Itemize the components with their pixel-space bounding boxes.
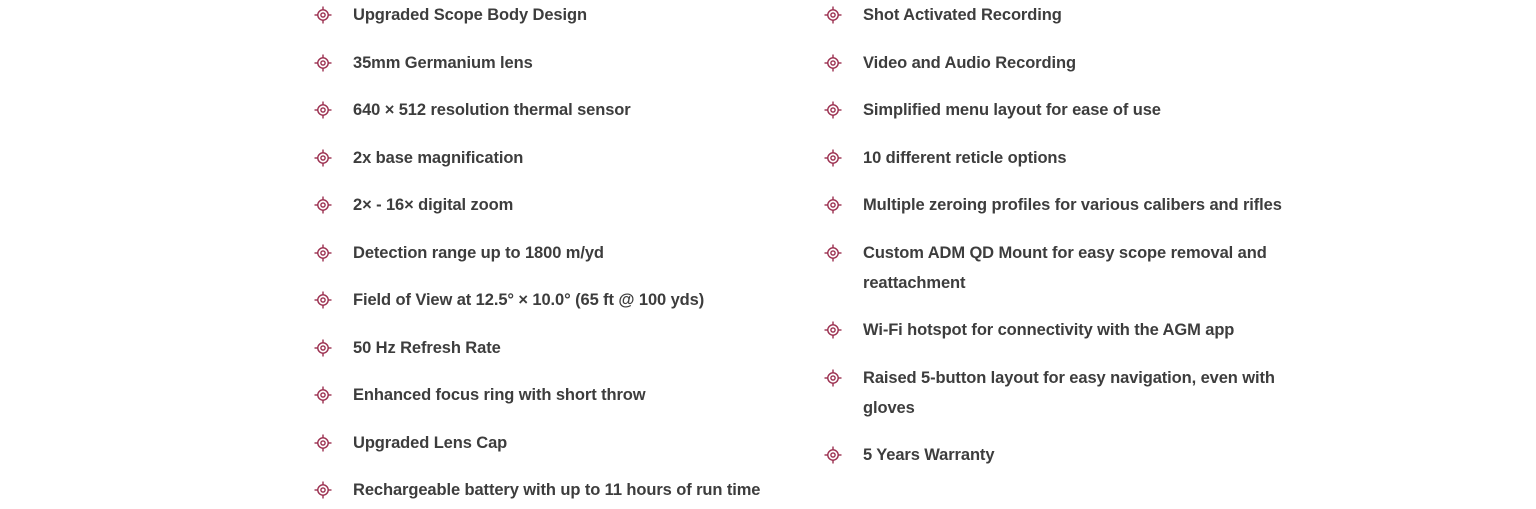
feature-list-item (313, 238, 803, 268)
crosshair-icon (313, 195, 333, 215)
feature-list-item (823, 48, 1293, 78)
crosshair-icon (313, 148, 333, 168)
crosshair-icon (823, 195, 843, 215)
feature-text: 5 Years Warranty (863, 446, 995, 464)
feature-column-left (313, 0, 803, 509)
feature-text: 10 different reticle options (863, 148, 1067, 167)
feature-list-item (823, 238, 1293, 298)
feature-list-item (823, 190, 1293, 220)
feature-list-item (313, 285, 803, 315)
feature-text: 640 × 512 resolution thermal sensor (353, 101, 631, 119)
feature-text: 50 Hz Refresh Rate (353, 338, 501, 357)
feature-list-item (823, 95, 1293, 125)
feature-list-item (313, 380, 803, 410)
feature-list-item (823, 363, 1293, 423)
crosshair-icon (313, 290, 333, 310)
feature-list-item (313, 143, 803, 173)
feature-text: Detection range up to 1800 m/yd (353, 243, 604, 262)
crosshair-icon (313, 53, 333, 73)
feature-column-right (823, 0, 1293, 488)
feature-text: Multiple zeroing profiles for various calibers and rifles (863, 196, 1282, 214)
feature-text: Video and Audio Recording (863, 53, 1076, 72)
feature-list-item (313, 333, 803, 363)
crosshair-icon (313, 243, 333, 263)
crosshair-icon (823, 148, 843, 168)
feature-list-item (313, 428, 803, 458)
crosshair-icon (823, 243, 843, 263)
feature-text: 2x base magnification (353, 148, 524, 167)
crosshair-icon (823, 445, 843, 465)
crosshair-icon (823, 368, 843, 388)
feature-text: Raised 5-button layout for easy navigation, even with gloves (863, 368, 1275, 417)
feature-list-item (313, 190, 803, 220)
feature-text: Field of View at 12.5° × 10.0° (65 ft @ 100 yds) (353, 291, 705, 309)
crosshair-icon (823, 5, 843, 25)
feature-text: Enhanced focus ring with short throw (353, 386, 646, 404)
crosshair-icon (313, 5, 333, 25)
feature-text: Wi-Fi hotspot for connectivity with the AGM app (863, 321, 1235, 339)
feature-list-item (313, 475, 803, 505)
feature-text: Shot Activated Recording (863, 6, 1062, 24)
crosshair-icon (313, 433, 333, 453)
feature-text: Upgraded Scope Body Design (353, 6, 587, 24)
crosshair-icon (823, 320, 843, 340)
feature-list-item (313, 95, 803, 125)
feature-list-item (313, 0, 803, 30)
feature-text: Custom ADM QD Mount for easy scope removal and reattachment (863, 243, 1267, 292)
feature-text: 35mm Germanium lens (353, 53, 533, 72)
crosshair-icon (313, 385, 333, 405)
feature-list-item (823, 0, 1293, 30)
feature-list-item (823, 315, 1293, 345)
feature-list-item (313, 48, 803, 78)
feature-text: Rechargeable battery with up to 11 hours of run time (353, 481, 761, 499)
feature-text: 2× - 16× digital zoom (353, 196, 514, 214)
feature-list-item (823, 143, 1293, 173)
feature-text: Upgraded Lens Cap (353, 433, 508, 452)
crosshair-icon (823, 100, 843, 120)
crosshair-icon (823, 53, 843, 73)
crosshair-icon (313, 480, 333, 500)
feature-text: Simplified menu layout for ease of use (863, 101, 1161, 119)
feature-list-item (823, 440, 1293, 470)
crosshair-icon (313, 338, 333, 358)
crosshair-icon (313, 100, 333, 120)
